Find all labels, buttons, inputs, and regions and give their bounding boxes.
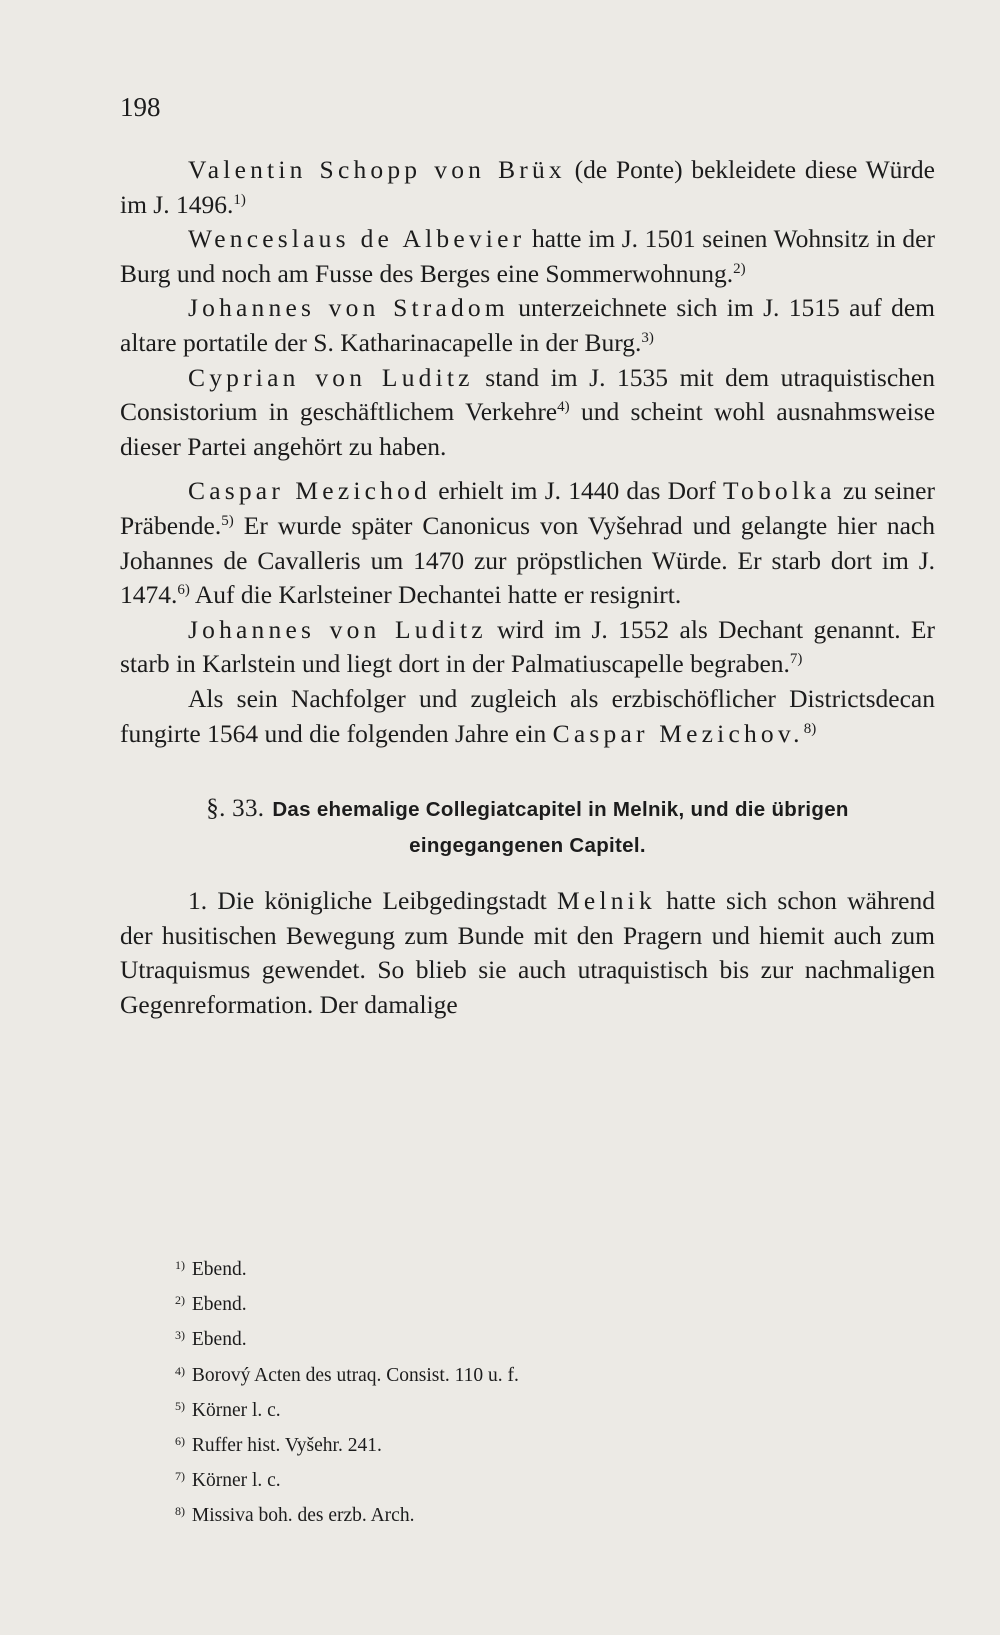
- footnote-reference: 5): [221, 512, 234, 529]
- footnote: [175, 1285, 775, 1320]
- spaced-name: Caspar Mezichod: [188, 476, 431, 506]
- footnote-text: Ruffer hist. Vyšehr. 241.: [187, 1435, 382, 1457]
- footnote-mark: 1): [175, 1258, 185, 1272]
- footnote-reference: 2): [733, 260, 746, 277]
- footnote-reference: 3): [641, 329, 654, 346]
- section-number: §. 33.: [206, 795, 265, 823]
- spaced-name: Valentin Schopp von Brüx: [188, 155, 566, 184]
- spaced-name: Wenceslaus de Albevier: [188, 224, 526, 254]
- text-run: Auf die Karlsteiner Dechantei hatte er resignirt.: [189, 580, 682, 610]
- text-run: (de Ponte) bekleidete diese Würde im J. 1496.: [120, 155, 935, 219]
- text-run: stand im J. 1535 mit dem utraquistischen Consistorium in geschäftlichem Verkehre: [120, 362, 935, 427]
- section-title-line-2: eingegangenen Capitel.: [409, 834, 646, 858]
- footnote-mark: 8): [175, 1504, 185, 1519]
- text-run: zu seiner Präbende.: [120, 476, 935, 540]
- footnote-reference: 7): [789, 651, 803, 668]
- paragraph: [120, 682, 935, 751]
- spaced-name: Melnik: [557, 886, 656, 916]
- footnote-mark: 5): [175, 1398, 185, 1413]
- footnote: [175, 1356, 775, 1391]
- text-run: 1. Die königliche Leibgedingstadt: [188, 886, 558, 916]
- spaced-name: Johannes von Luditz: [188, 614, 487, 644]
- footnote-text: Borový Acten des utraq. Consist. 110 u. f.: [187, 1364, 519, 1386]
- paragraph-list: [120, 153, 935, 751]
- footnote-reference: 4): [557, 399, 570, 416]
- text-run: unterzeichnete sich im J. 1515 auf dem altare portatile der S. Katharinacapelle in der Burg.: [120, 293, 935, 357]
- footnote-mark: 4): [175, 1363, 185, 1378]
- footnote-mark: 3): [175, 1328, 185, 1343]
- footnote-mark: 6): [175, 1434, 185, 1449]
- page-number: 198: [120, 92, 161, 122]
- footnote-reference: 1): [233, 191, 246, 208]
- paragraph: [120, 222, 935, 291]
- section-title-line-1: Das ehemalige Collegiatcapitel in Melnik, und die übrigen: [272, 798, 849, 822]
- section-paragraph: [120, 884, 935, 1022]
- text-run: hatte sich schon während der husitischen Bewegung zum Bunde mit den Pragern und hiemit auch zum Utraquismus gewendet. So blieb sie auch utraquistisch bis zur nachmaligen Gegenreformation. Der damalige: [120, 886, 935, 1019]
- paragraph: [120, 613, 935, 682]
- footnote: [175, 1320, 775, 1355]
- spaced-name: Cyprian von Luditz: [188, 362, 474, 392]
- footnote-text: Ebend.: [187, 1259, 247, 1280]
- footnote-text: Körner l. c.: [187, 1470, 281, 1492]
- spaced-name: Johannes von Stradom: [188, 293, 509, 323]
- text-run: Er wurde später Canonicus von Vyšehrad und gelangte hier nach Johannes de Cavalleris um 1470 zur pröpstlichen Würde. Er starb dort im J. 1474.: [120, 510, 935, 610]
- spaced-name: Caspar Mezichov.: [552, 718, 804, 748]
- footnote-text: Ebend.: [187, 1329, 247, 1351]
- footnote-reference: 6): [177, 582, 190, 599]
- spaced-name: Tobolka: [723, 476, 836, 506]
- footnote: [175, 1426, 775, 1461]
- text-run: hatte im J. 1501 seinen Wohnsitz in der Burg und noch am Fusse des Berges eine Sommerwohnung.: [120, 224, 935, 288]
- paragraph: [120, 153, 935, 222]
- text-run: und scheint wohl ausnahmsweise dieser Partei angehört zu haben.: [120, 397, 936, 461]
- text-run: wird im J. 1552 als Dechant genannt. Er starb in Karlstein und liegt dort in der Palmatiuscapelle begraben.: [120, 614, 935, 679]
- footnote-text: Missiva boh. des erzb. Arch.: [187, 1505, 415, 1527]
- footnote-text: Körner l. c.: [187, 1399, 281, 1421]
- footnote: [175, 1391, 775, 1426]
- footnote-text: Ebend.: [187, 1294, 247, 1316]
- body-text: [120, 153, 935, 1022]
- text-run: erhielt im J. 1440 das Dorf: [431, 476, 723, 506]
- footnote-reference: 8): [803, 720, 817, 737]
- paragraph: [120, 291, 935, 360]
- footnote: [175, 1250, 775, 1285]
- footnotes: [175, 1250, 775, 1532]
- footnote: [175, 1496, 775, 1531]
- paragraph: [120, 361, 935, 465]
- footnote-mark: 2): [175, 1293, 185, 1308]
- footnote: [175, 1461, 775, 1496]
- section-heading: [120, 791, 935, 864]
- text-run: Als sein Nachfolger und zugleich als erzbischöflicher Districtsdecan fungirte 1564 und die folgenden Jahre ein: [120, 683, 935, 748]
- paragraph: [120, 474, 935, 612]
- footnote-mark: 7): [175, 1469, 185, 1484]
